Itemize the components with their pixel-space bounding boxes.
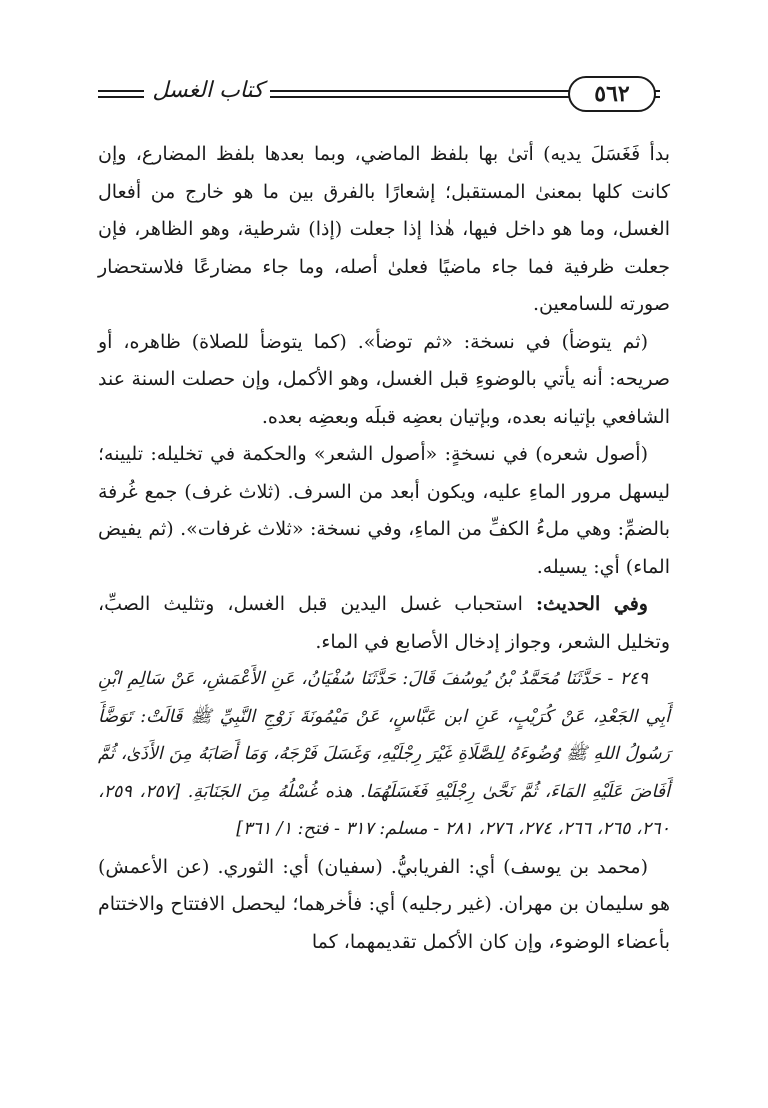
paragraph: (محمد بن يوسف) أي: الفريابيُّ. (سفيان) أي: الثوري. (عن الأعمش) هو سليمان بن مهران. (غير رجليه) أي: فأخرهما؛ ليحصل الافتتاح والاختتام بأعضاء الوضوء، وإن كان الأكمل تقديمهما، كما <box>98 855 670 953</box>
paragraph <box>98 586 670 661</box>
paragraph: (أصول شعره) في نسخةٍ: «أصول الشعر» والحكمة في تخليله: تليينه؛ ليسهل مرور الماءِ عليه، ويكون أبعد من السرف. (ثلاث غرف) جمع غُرفة بالضمِّ: وهي ملءُ الكفِّ من الماءِ، وفي نسخة: «ثلاث غرفات». (ثم يفيض الماء) أي: يسيله. <box>98 443 670 578</box>
section-label: وفي الحديث: <box>535 593 648 615</box>
page-number: ٥٦٢ <box>568 76 656 112</box>
header-rule <box>98 90 144 92</box>
header-rule <box>98 96 144 98</box>
main-text <box>98 136 670 961</box>
paragraph: (ثم يتوضأ) في نسخة: «ثم توضأ». (كما يتوضأ للصلاة) ظاهره، أو صريحه: أنه يأتي بالوضوءِ قبل الغسل، وهو الأكمل، وإن حصلت السنة عند الشافعي بإتيانه بعده، وبإتيان بعضِه قبلَه وبعضِه بعده. <box>98 330 670 428</box>
paragraph: بدأ فَغَسَلَ يديه) أتىٰ بها بلفظ الماضي، وبما بعدها بلفظ المضارع، وإن كانت كلها بمعنىٰ المستقبل؛ إشعارًا بالفرق بين ما هو خارج من أفعال الغسل، وما هو داخل فيها، هٰذا إذا جعلت (إذا) شرطية، وهو الظاهر، فإن جعلت ظرفية فما جاء ماضيًا فعلىٰ أصله، وما جاء مضارعًا فلاستحضار صورته للسامعين. <box>98 143 670 315</box>
running-header <box>98 78 670 116</box>
hadith-text: ٢٤٩ - حَدَّثَنَا مُحَمَّدُ بْنُ يُوسُفَ قَالَ: حَدَّثَنَا سُفْيَانُ، عَنِ الأَعْمَشِ، عَنْ سَالِمِ ابْنِ أَبِي الجَعْدِ، عَنْ كُرَيْبٍ، عَنِ ابن عَبَّاسٍ، عَنْ مَيْمُونَةَ زَوْجِ النَّبِيِّ ﷺ قَالَتْ: تَوَضَّأَ رَسُولُ اللهِ ﷺ وُضُوءَهُ لِلصَّلَاةِ غَيْرَ رِجْلَيْهِ، وَغَسَلَ فَرْجَهُ، وَمَا أَصَابَهُ مِنَ الأَذَىٰ، ثُمَّ أَفَاضَ عَلَيْهِ المَاءَ، ثُمَّ نَحَّىٰ رِجْلَيْهِ فَغَسَلَهُمَا. هذه غُسْلُهُ مِنَ الجَنَابَةِ. [٢٥٧، ٢٥٩، ٢٦٠، ٢٦٥، ٢٦٦، ٢٧٤، ٢٧٦، ٢٨١ - مسلم: ٣١٧ - فتح: ١/ ٣٦١] <box>98 669 671 839</box>
paragraph-text: استحباب غسل اليدين قبل الغسل، وتثليث الصبِّ، وتخليل الشعر، وجواز إدخال الأصابع في الماء. <box>98 593 670 653</box>
book-title: كتاب الغسل <box>152 78 264 103</box>
